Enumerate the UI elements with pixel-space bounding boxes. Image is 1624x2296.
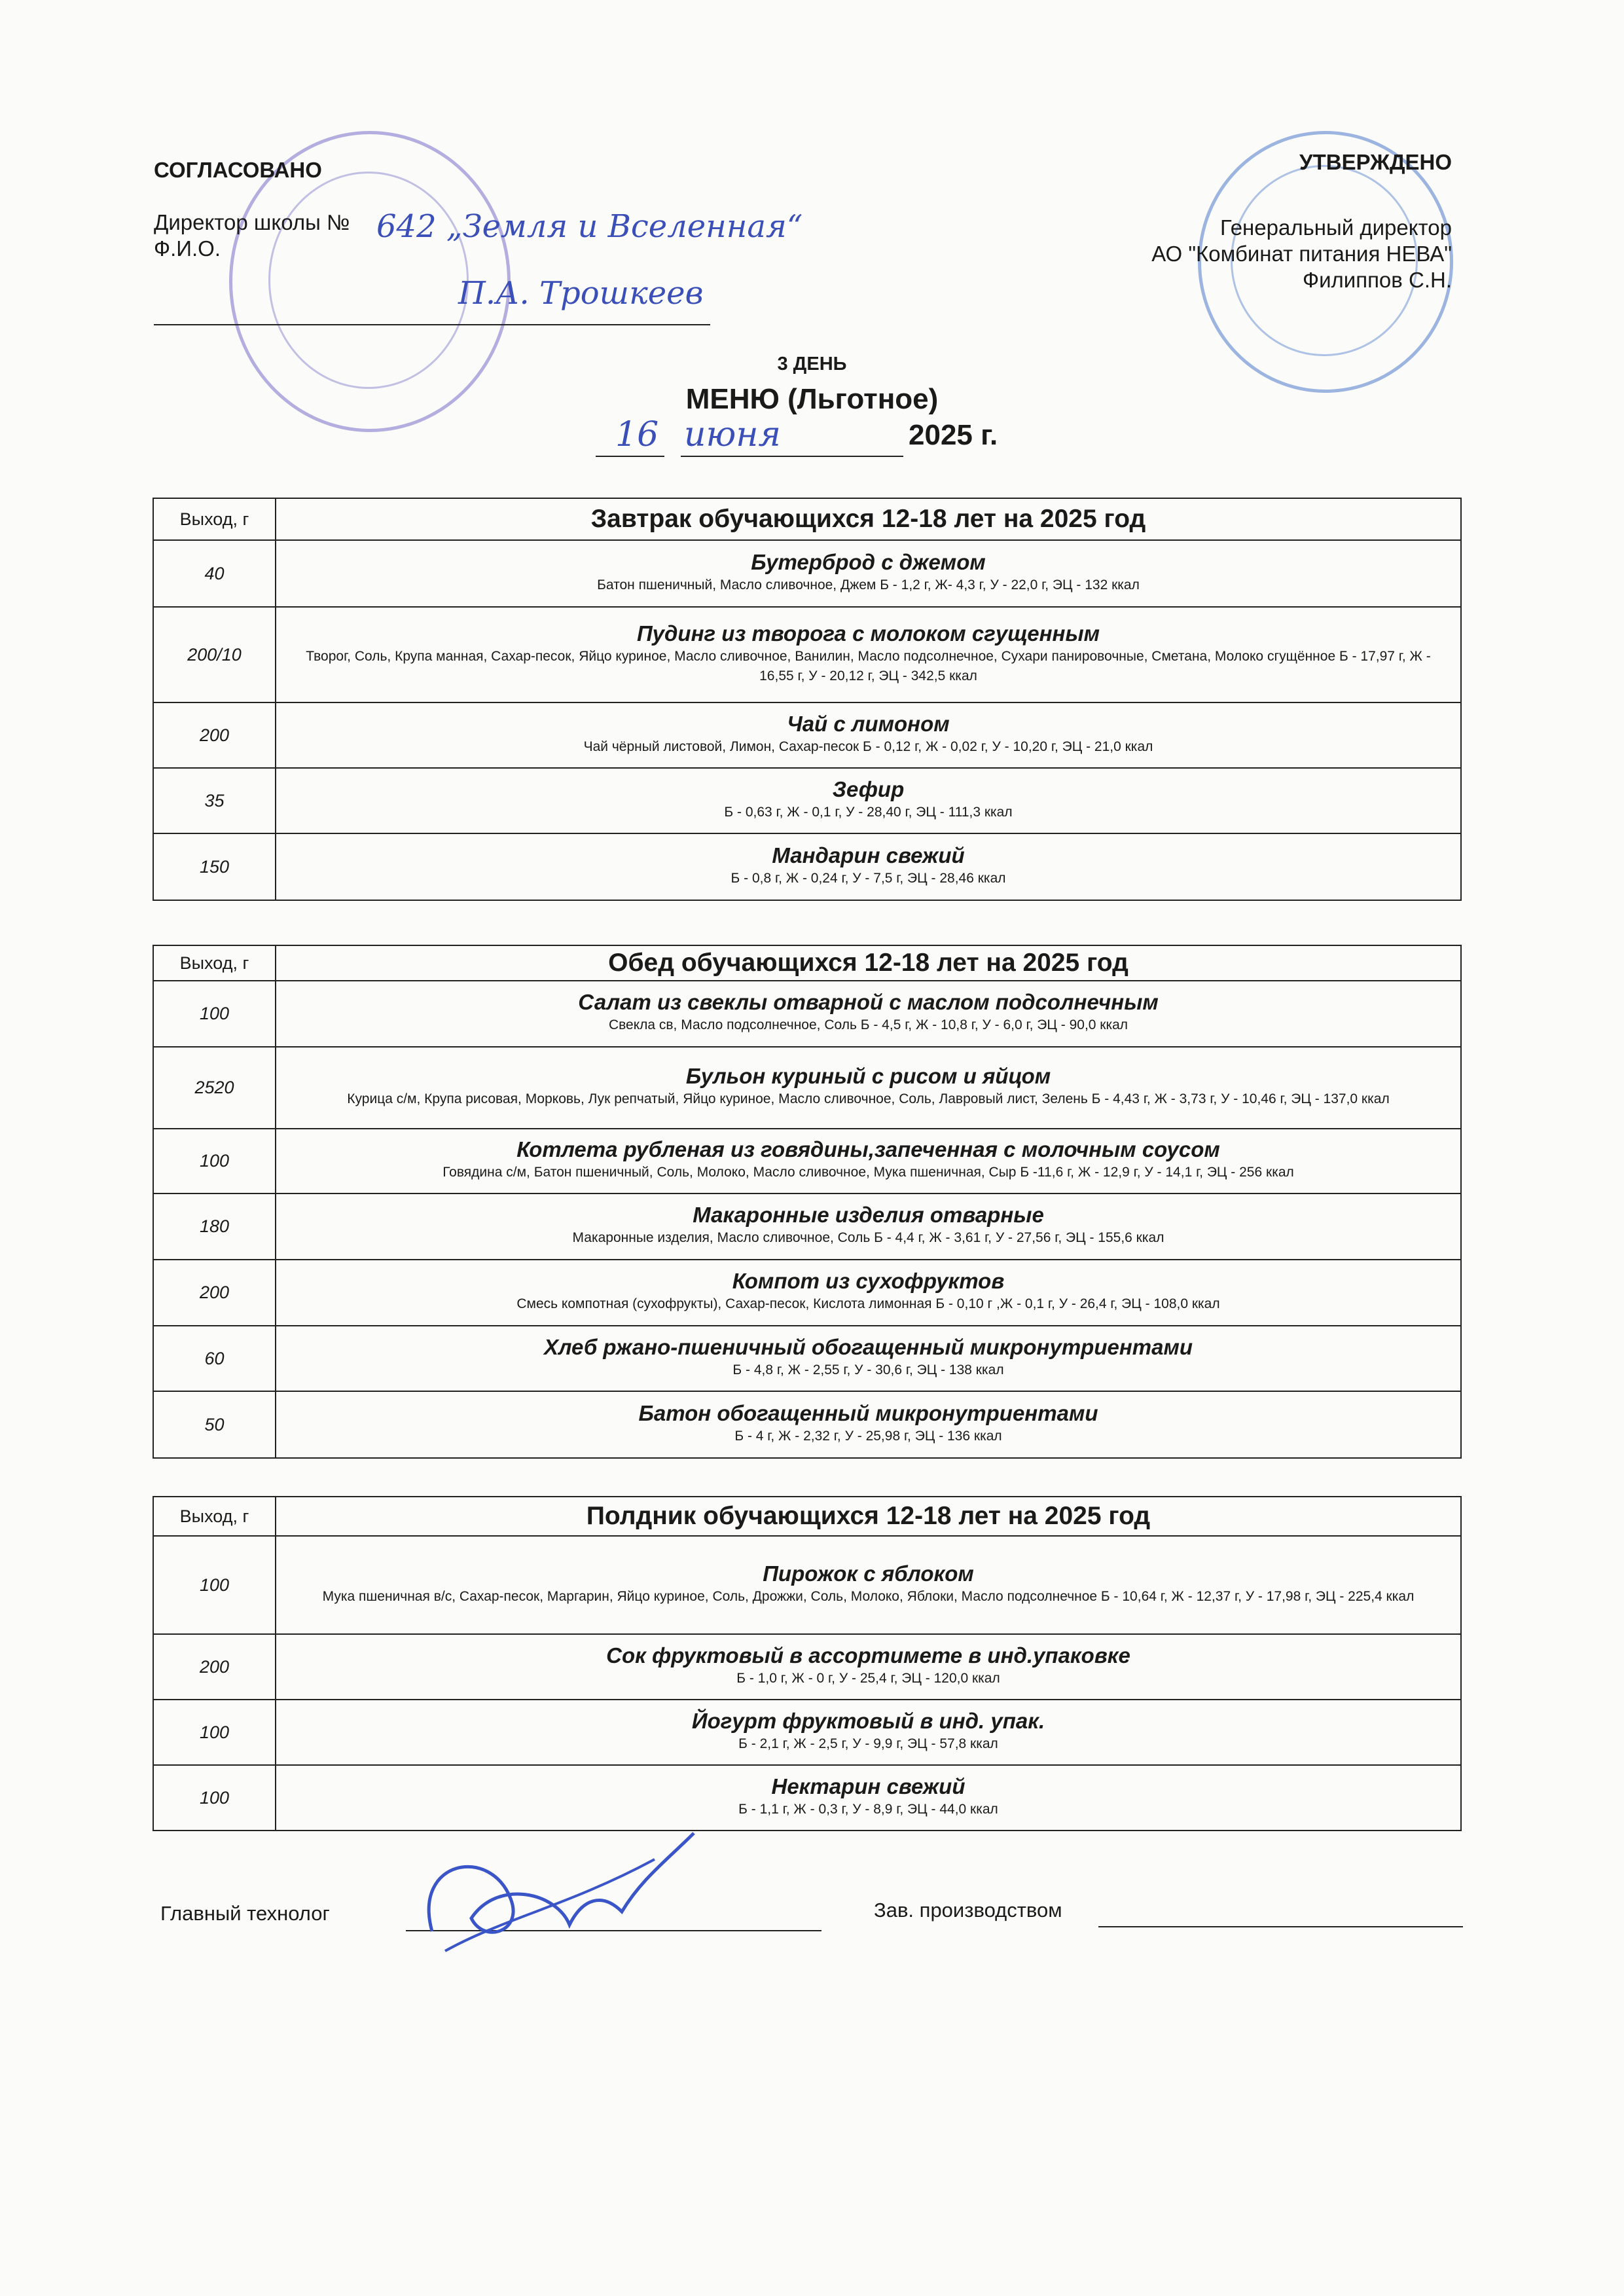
dish-name: Мандарин свежий bbox=[772, 843, 965, 867]
table-row bbox=[153, 833, 1461, 900]
dish-description: Смесь компотная (сухофрукты), Сахар-песок, Кислота лимонная Б - 0,10 г ,Ж - 0,1 г, У - 26,4 г, ЭЦ - 108,0 ккал bbox=[516, 1296, 1220, 1311]
table-row bbox=[153, 540, 1461, 607]
dish-name: Хлеб ржано-пшеничный обогащенный микронутриентами bbox=[543, 1334, 1193, 1359]
dish-name: Макаронные изделия отварные bbox=[693, 1203, 1044, 1227]
table-row bbox=[153, 1634, 1461, 1700]
item-yield: 200 bbox=[153, 1260, 276, 1326]
dish-name: Бутерброд с джемом bbox=[751, 549, 986, 574]
item-yield: 180 bbox=[153, 1194, 276, 1260]
item-yield: 100 bbox=[153, 1129, 276, 1194]
general-director-name: Филиппов С.Н. bbox=[1302, 268, 1452, 292]
date-day: 16 bbox=[615, 415, 659, 454]
item-yield: 200 bbox=[153, 1634, 276, 1700]
section-title: Полдник обучающихся 12-18 лет на 2025 год bbox=[276, 1497, 1461, 1536]
production-head-label: Зав. производством bbox=[874, 1899, 1062, 1922]
table-row bbox=[153, 1047, 1461, 1129]
date-year: 2025 г. bbox=[909, 419, 998, 451]
yield-header: Выход, г bbox=[153, 945, 276, 981]
lunch-table bbox=[153, 945, 1462, 1459]
dish-description: Б - 1,1 г, Ж - 0,3 г, У - 8,9 г, ЭЦ - 44,0 ккал bbox=[738, 1801, 998, 1817]
yield-header: Выход, г bbox=[153, 1497, 276, 1536]
table-row bbox=[153, 1765, 1461, 1831]
table-row bbox=[153, 1129, 1461, 1194]
agreed-title: СОГЛАСОВАНО bbox=[154, 158, 322, 182]
item-yield: 50 bbox=[153, 1391, 276, 1458]
item-yield: 200 bbox=[153, 702, 276, 768]
yield-header: Выход, г bbox=[153, 498, 276, 540]
item-yield: 200/10 bbox=[153, 607, 276, 702]
dish-name: Пирожок с яблоком bbox=[763, 1561, 974, 1586]
signature-line-left bbox=[154, 324, 710, 325]
item-yield: 100 bbox=[153, 1765, 276, 1831]
handwritten-school: 642 „Земля и Вселенная“ bbox=[376, 208, 803, 245]
table-row bbox=[153, 1260, 1461, 1326]
dish-description: Макаронные изделия, Масло сливочное, Соль Б - 4,4 г, Ж - 3,61 г, У - 27,56 г, ЭЦ - 155,6 ккал bbox=[572, 1230, 1164, 1245]
menu-title: МЕНЮ (Льготное) bbox=[685, 383, 939, 415]
table-row bbox=[153, 702, 1461, 768]
dish-description: Б - 1,0 г, Ж - 0 г, У - 25,4 г, ЭЦ - 120,0 ккал bbox=[736, 1670, 1000, 1686]
dish-description: Курица с/м, Крупа рисовая, Морковь, Лук репчатый, Яйцо куриное, Масло сливочное, Соль, Лавровый лист, Зелень Б - 4,43 г, Ж - 3,73 г, У - 10,46 г, ЭЦ - 137,0 ккал bbox=[347, 1091, 1390, 1106]
dish-description: Чай чёрный листовой, Лимон, Сахар-песок Б - 0,12 г, Ж - 0,02 г, У - 10,20 г, ЭЦ - 21,0 ккал bbox=[583, 738, 1153, 754]
handwritten-signature bbox=[406, 1820, 707, 1977]
table-row bbox=[153, 607, 1461, 702]
item-yield: 150 bbox=[153, 833, 276, 900]
item-yield: 100 bbox=[153, 1700, 276, 1765]
handwritten-director-name: П.А. Трошкеев bbox=[458, 275, 704, 312]
breakfast-table bbox=[153, 498, 1462, 901]
dish-name: Салат из свеклы отварной с маслом подсолнечным bbox=[578, 990, 1159, 1014]
table-row bbox=[153, 1700, 1461, 1765]
company-name: АО "Комбинат питания НЕВА" bbox=[1151, 242, 1452, 266]
item-yield: 100 bbox=[153, 1536, 276, 1634]
dish-description: Творог, Соль, Крупа манная, Сахар-песок, Яйцо куриное, Масло сливочное, Ванилин, Масло подсолнечное, Сухари панировочные, Сметана, Молоко сгущённое Б - 17,97 г, Ж - 16,55 г, У - 20,12 г, ЭЦ - 342,5 ккал bbox=[306, 648, 1431, 683]
dish-description: Б - 0,63 г, Ж - 0,1 г, У - 28,40 г, ЭЦ - 111,3 ккал bbox=[724, 804, 1013, 820]
dish-description: Мука пшеничная в/с, Сахар-песок, Маргарин, Яйцо куриное, Соль, Дрожжи, Соль, Молоко, Яблоки, Масло подсолнечное Б - 10,64 г, Ж - 12,37 г, У - 17,98 г, ЭЦ - 225,4 ккал bbox=[322, 1588, 1415, 1604]
day-label: 3 ДЕНЬ bbox=[777, 354, 847, 374]
dish-name: Нектарин свежий bbox=[771, 1774, 965, 1798]
dish-name: Чай с лимоном bbox=[787, 711, 950, 736]
dish-description: Батон пшеничный, Масло сливочное, Джем Б - 1,2 г, Ж- 4,3 г, У - 22,0 г, ЭЦ - 132 ккал bbox=[597, 577, 1140, 592]
chief-technologist-label: Главный технолог bbox=[160, 1902, 330, 1925]
dish-name: Йогурт фруктовый в инд. упак. bbox=[691, 1708, 1045, 1733]
table-row bbox=[153, 1391, 1461, 1458]
menu-date bbox=[596, 415, 1054, 461]
item-yield: 100 bbox=[153, 981, 276, 1047]
dish-description: Б - 4,8 г, Ж - 2,55 г, У - 30,6 г, ЭЦ - 138 ккал bbox=[732, 1362, 1004, 1377]
date-month: июня bbox=[684, 415, 781, 454]
item-yield: 40 bbox=[153, 540, 276, 607]
section-title: Обед обучающихся 12-18 лет на 2025 год bbox=[276, 945, 1461, 981]
dish-description: Б - 2,1 г, Ж - 2,5 г, У - 9,9 г, ЭЦ - 57,8 ккал bbox=[738, 1736, 998, 1751]
item-yield: 60 bbox=[153, 1326, 276, 1391]
table-row bbox=[153, 1536, 1461, 1634]
table-row bbox=[153, 768, 1461, 833]
dish-name: Пудинг из творога с молоком сгущенным bbox=[636, 621, 1100, 646]
table-row bbox=[153, 1326, 1461, 1391]
section-title: Завтрак обучающихся 12-18 лет на 2025 год bbox=[276, 498, 1461, 540]
table-row bbox=[153, 981, 1461, 1047]
dish-name: Котлета рубленая из говядины,запеченная с молочным соусом bbox=[516, 1137, 1220, 1161]
dish-description: Свекла св, Масло подсолнечное, Соль Б - 4,5 г, Ж - 10,8 г, У - 6,0 г, ЭЦ - 90,0 ккал bbox=[608, 1017, 1128, 1032]
dish-description: Б - 4 г, Ж - 2,32 г, У - 25,98 г, ЭЦ - 136 ккал bbox=[734, 1428, 1002, 1444]
fio-label: Ф.И.О. bbox=[154, 236, 221, 261]
approval-block-right bbox=[1151, 149, 1452, 293]
signature-line-production bbox=[1098, 1926, 1463, 1927]
dish-name: Батон обогащенный микронутриентами bbox=[638, 1400, 1098, 1425]
dish-description: Б - 0,8 г, Ж - 0,24 г, У - 7,5 г, ЭЦ - 28,46 ккал bbox=[731, 870, 1006, 886]
dish-name: Зефир bbox=[832, 776, 905, 801]
snack-table bbox=[153, 1496, 1462, 1831]
director-position: Директор школы № bbox=[154, 210, 350, 234]
dish-name: Бульон куриный с рисом и яйцом bbox=[685, 1064, 1051, 1088]
dish-description: Говядина с/м, Батон пшеничный, Соль, Молоко, Масло сливочное, Мука пшеничная, Сыр Б -11,6 г, Ж - 12,9 г, У - 14,1 г, ЭЦ - 256 ккал bbox=[442, 1165, 1294, 1180]
dish-name: Сок фруктовый в ассортимете в инд.упаковке bbox=[606, 1643, 1130, 1667]
item-yield: 35 bbox=[153, 768, 276, 833]
table-row bbox=[153, 1194, 1461, 1260]
general-director-position: Генеральный директор bbox=[1220, 215, 1452, 240]
item-yield: 2520 bbox=[153, 1047, 276, 1129]
approval-block-left bbox=[154, 157, 350, 262]
dish-name: Компот из сухофруктов bbox=[732, 1269, 1005, 1293]
approved-title: УТВЕРЖДЕНО bbox=[1299, 150, 1452, 174]
